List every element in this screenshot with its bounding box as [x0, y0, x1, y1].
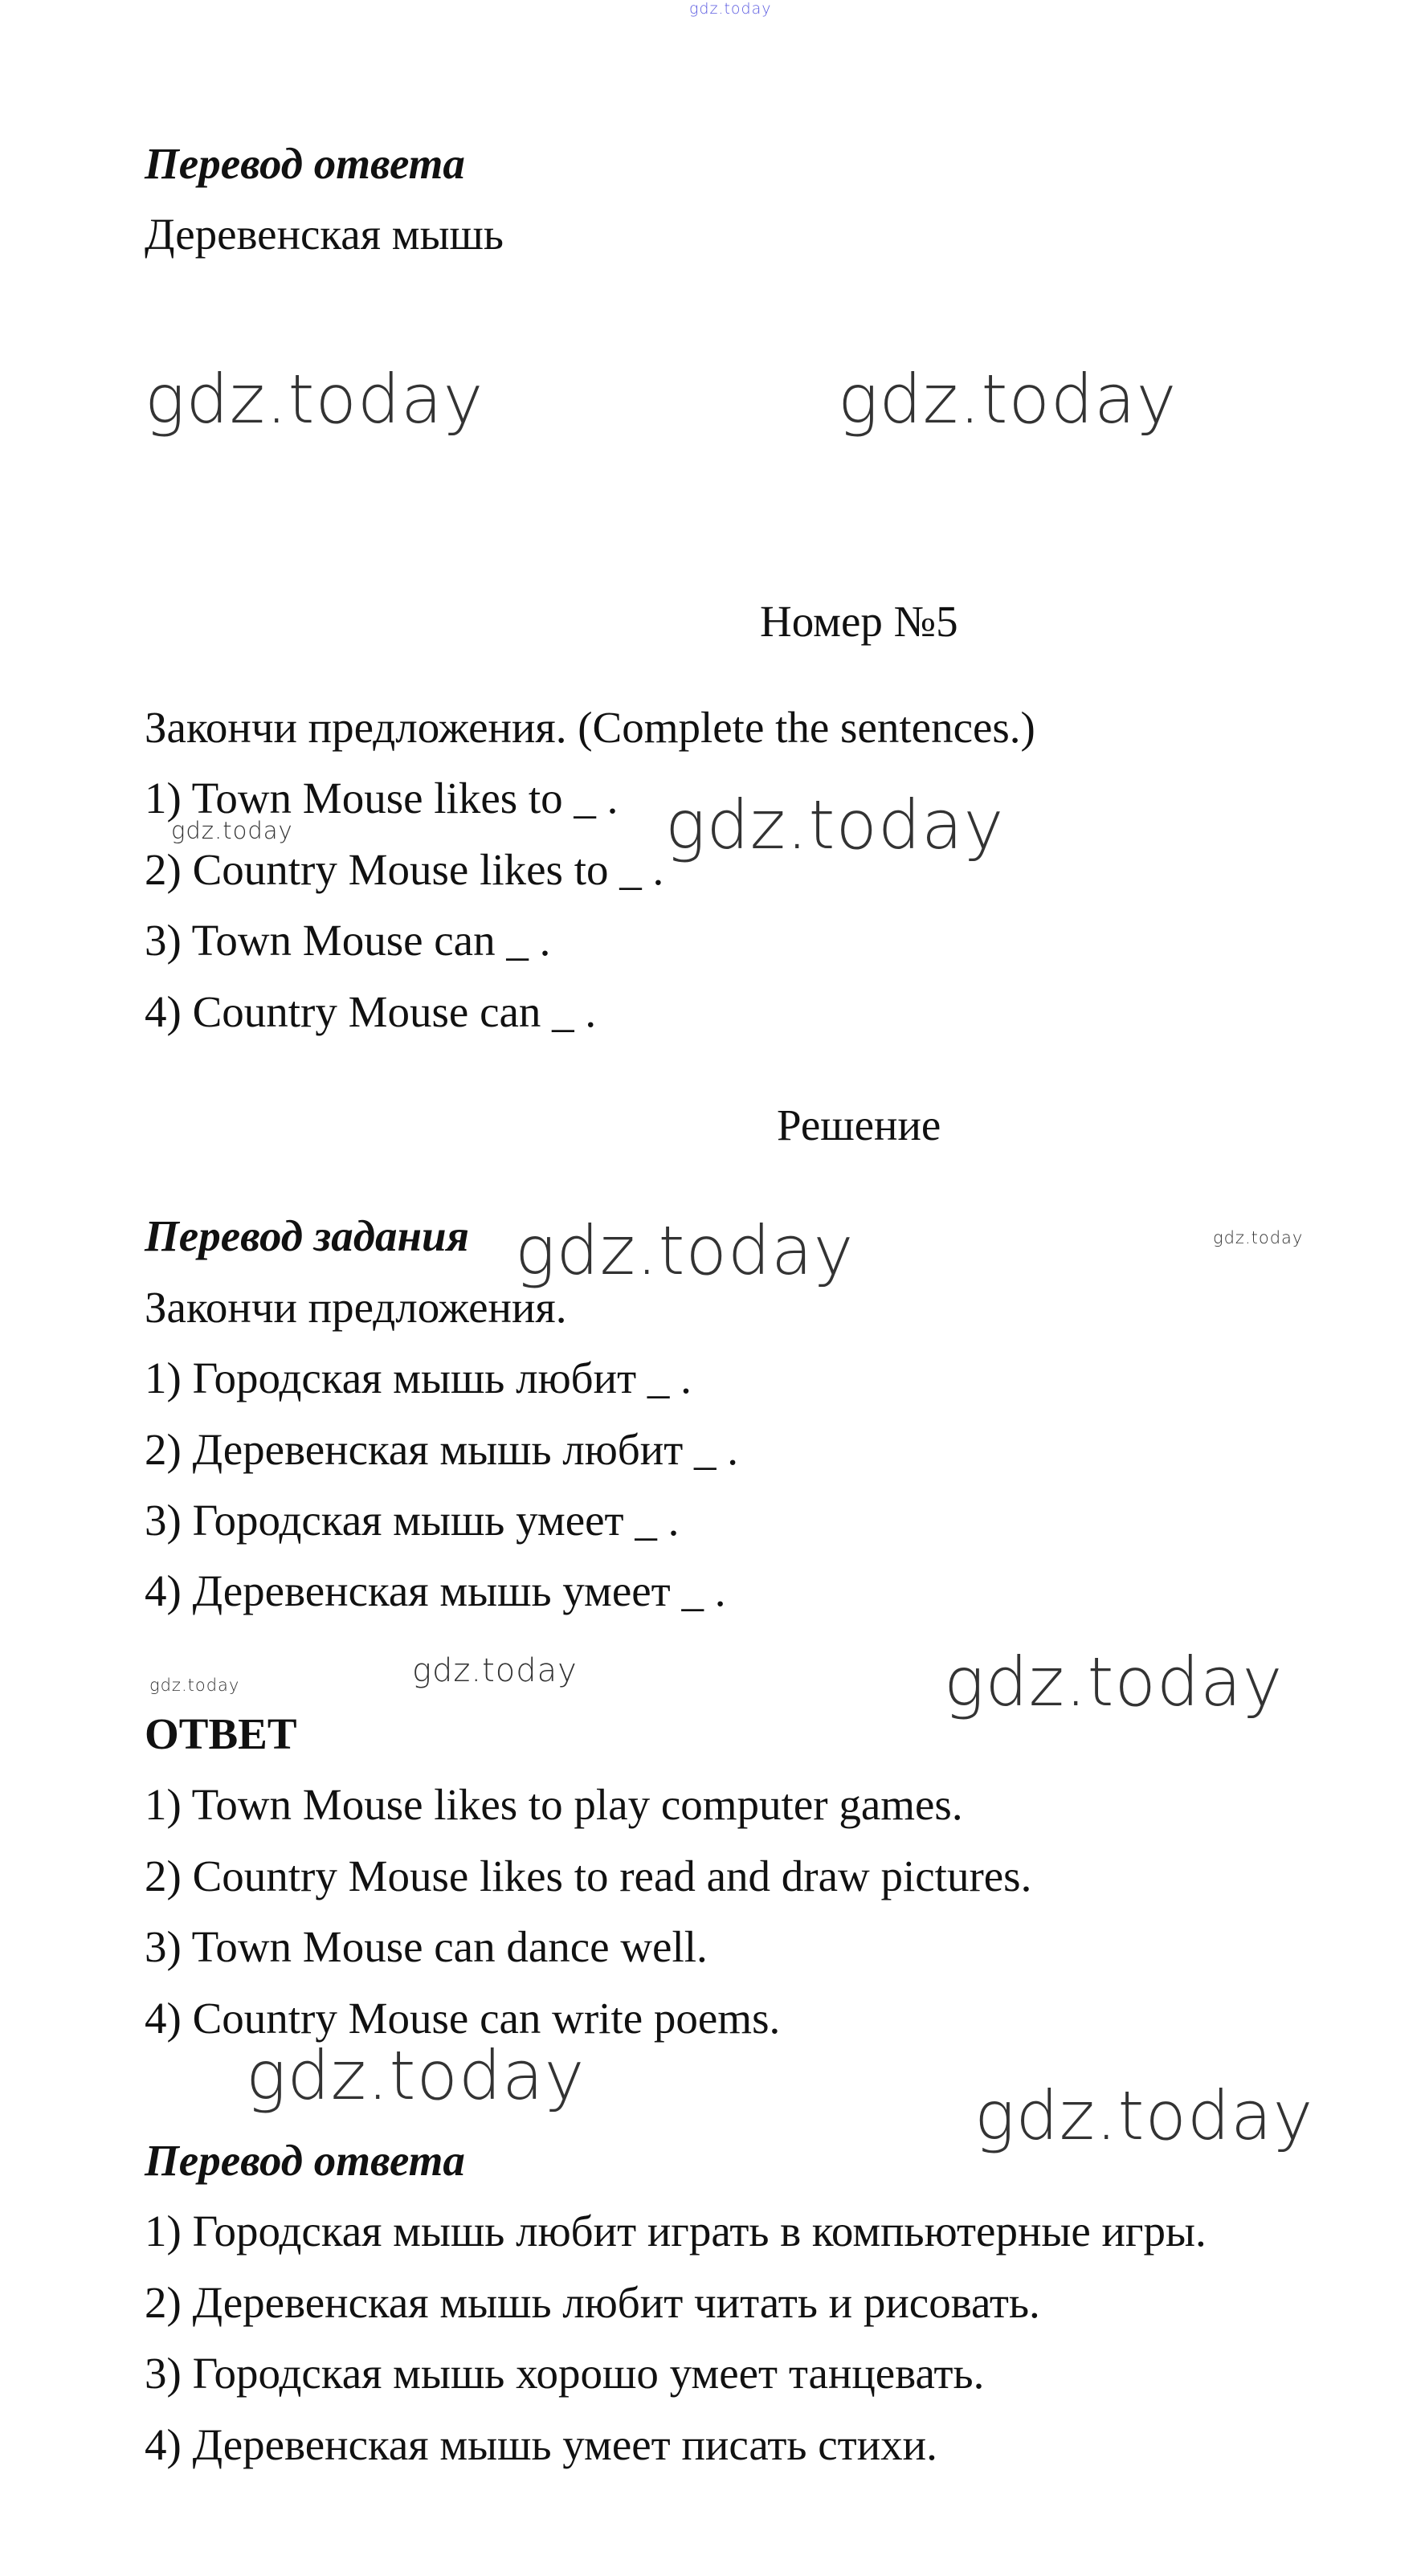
answer-heading: ОТВЕТ: [145, 1709, 297, 1758]
watermark: gdz.today: [412, 1652, 578, 1689]
list-item: 4) Деревенская мышь умеет писать стихи.: [145, 2420, 937, 2469]
watermark: gdz.today: [665, 786, 1005, 864]
task-number: Номер №5: [760, 597, 958, 646]
list-item: 3) Town Mouse can _ .: [145, 916, 551, 965]
list-item: 4) Country Mouse can write poems.: [145, 1994, 781, 2043]
list-item: 1) Town Mouse likes to _ .: [145, 774, 619, 823]
section-heading: Перевод ответа: [145, 2136, 465, 2185]
list-item: 3) Городская мышь умеет _ .: [145, 1496, 680, 1545]
watermark: gdz.today: [515, 1211, 855, 1290]
list-item: 4) Деревенская мышь умеет _ .: [145, 1566, 726, 1615]
list-item: 2) Деревенская мышь любит _ .: [145, 1425, 739, 1474]
list-item: 3) Town Mouse can dance well.: [145, 1922, 708, 1971]
list-item: 1) Городская мышь любит _ .: [145, 1353, 692, 1402]
list-item: 2) Деревенская мышь любит читать и рисовать.: [145, 2278, 1040, 2327]
text-line: Деревенская мышь: [145, 210, 504, 259]
watermark: gdz.today: [145, 360, 484, 439]
watermark: gdz.today: [246, 2036, 586, 2115]
task-instruction: Закончи предложения. (Complete the sentences.): [145, 703, 1035, 752]
list-item: 3) Городская мышь хорошо умеет танцевать.: [145, 2349, 985, 2398]
list-item: 2) Country Mouse likes to _ .: [145, 845, 664, 894]
watermark: gdz.today: [944, 1643, 1284, 1721]
list-item: 1) Town Mouse likes to play computer games.: [145, 1780, 963, 1829]
watermark: gdz.today: [689, 0, 772, 18]
list-item: 4) Country Mouse can _ .: [145, 987, 597, 1036]
watermark: gdz.today: [974, 2076, 1314, 2155]
watermark: gdz.today: [1213, 1228, 1304, 1247]
watermark: gdz.today: [838, 360, 1178, 439]
text-line: Закончи предложения.: [145, 1283, 567, 1332]
list-item: 2) Country Mouse likes to read and draw pictures.: [145, 1851, 1032, 1900]
watermark: gdz.today: [171, 817, 293, 844]
list-item: 1) Городская мышь любит играть в компьютерные игры.: [145, 2207, 1207, 2256]
solution-title: Решение: [777, 1100, 941, 1149]
section-heading: Перевод задания: [145, 1211, 469, 1260]
watermark: gdz.today: [149, 1676, 240, 1695]
section-heading: Перевод ответа: [145, 139, 465, 188]
